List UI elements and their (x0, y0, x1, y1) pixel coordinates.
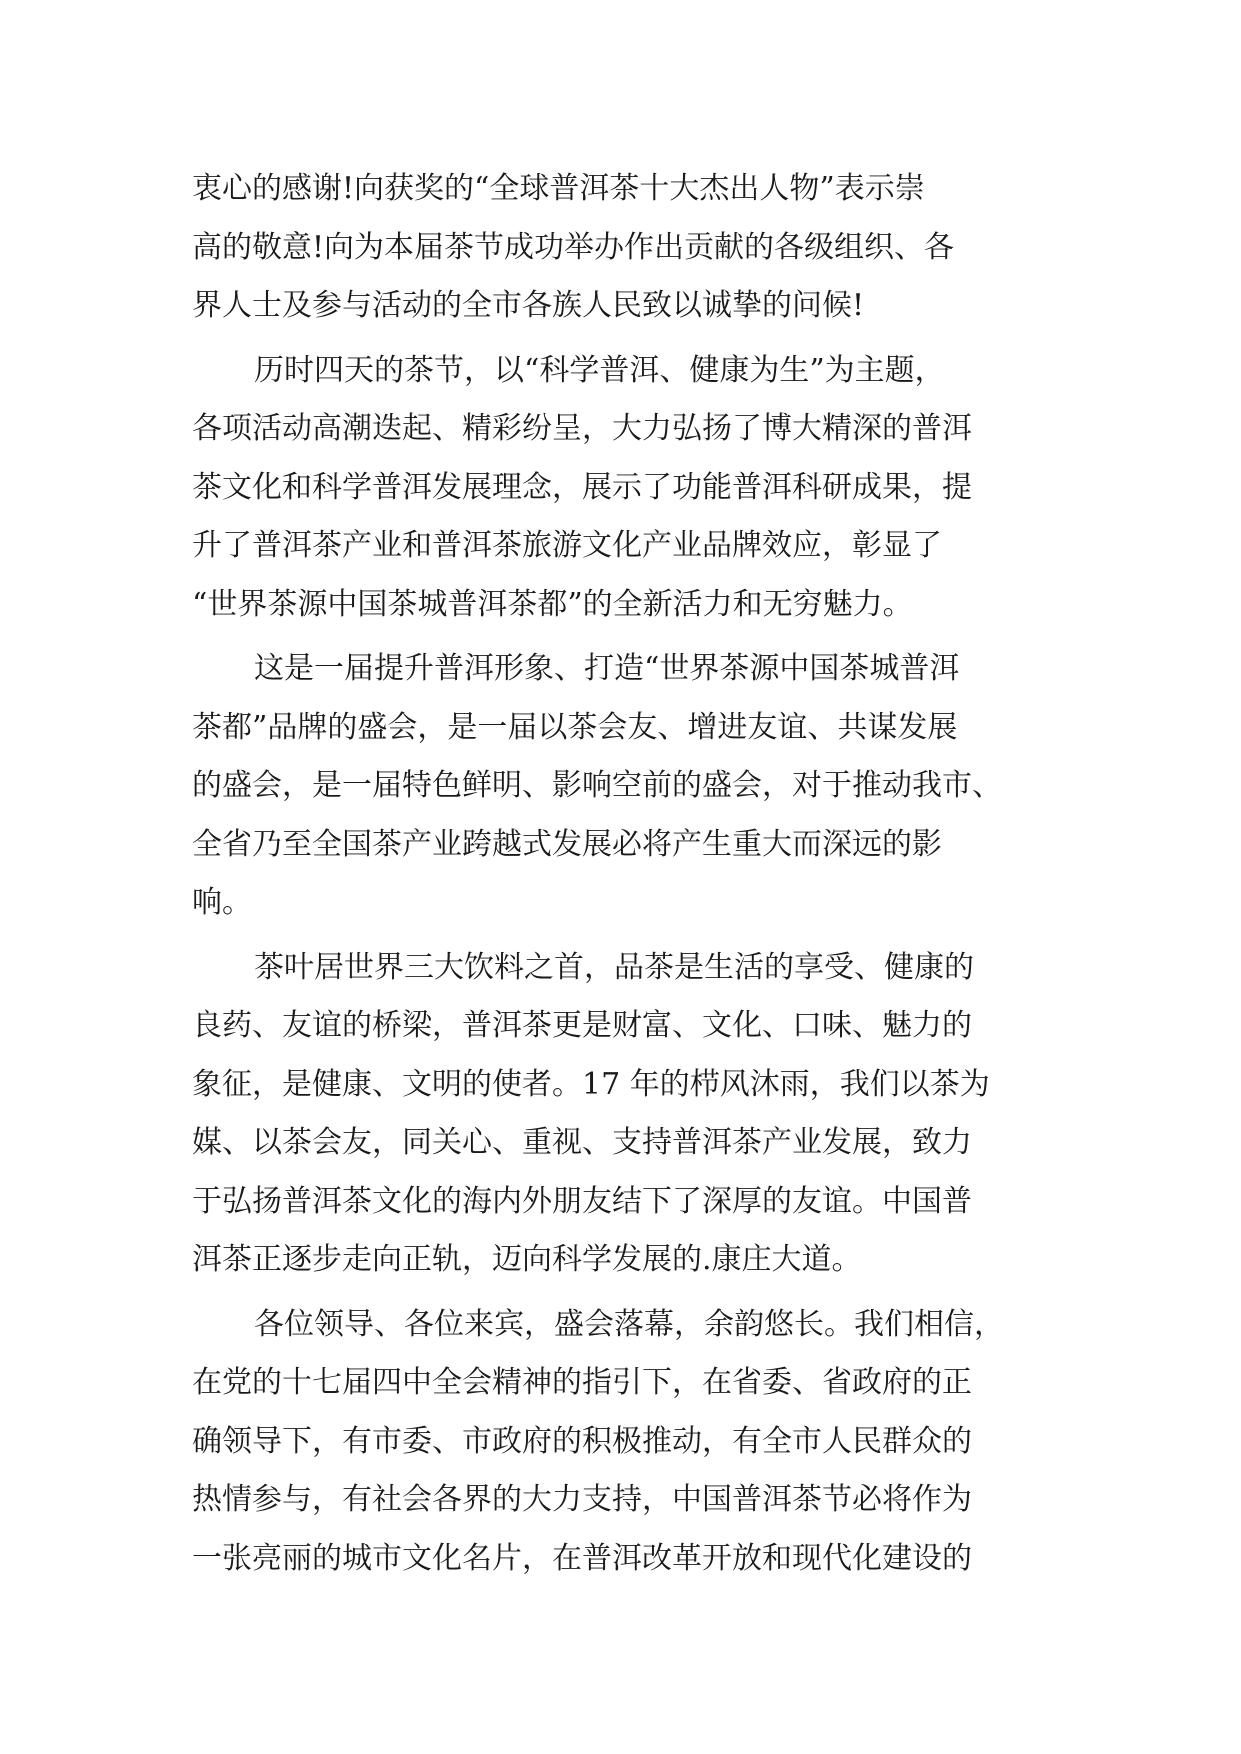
text-line: 茶文化和科学普洱发展理念，展示了功能普洱科研成果，提 (192, 469, 972, 505)
text-line: 响。 (192, 885, 252, 920)
text-line: 各项活动高潮迭起、精彩纷呈，大力弘扬了博大精深的普洱 (192, 411, 972, 446)
paragraph (192, 1296, 1052, 1589)
text-line: 这是一届提升普洱形象、打造“世界茶源中国茶城普洱 (254, 651, 960, 686)
text-line: 于弘扬普洱茶文化的海内外朋友结下了深厚的友谊。中国普 (192, 1183, 972, 1219)
paragraph (192, 939, 1052, 1290)
paragraph (192, 640, 1052, 933)
text-line: 的盛会，是一届特色鲜明、影响空前的盛会，对于推动我市、 (192, 768, 1002, 803)
text-line: 各位领导、各位来宾，盛会落幕，余韵悠长。我们相信， (254, 1306, 1004, 1342)
text-line: 媒、以茶会友，同关心、重视、支持普洱茶产业发展，致力 (192, 1125, 972, 1160)
paragraph (192, 342, 1052, 635)
text-line: 界人士及参与活动的全市各族人民致以诚挚的问候! (192, 288, 865, 323)
text-line: 确领导下，有市委、市政府的积极推动，有全市人民群众的 (192, 1423, 972, 1459)
text-line: 象征，是健康、文明的使者。17 年的栉风沐雨，我们以茶为 (192, 1066, 990, 1102)
paragraph (192, 160, 1052, 336)
document-body (192, 160, 1052, 1588)
text-line: 洱茶正逐步走向正轨，迈向科学发展的.康庄大道。 (192, 1242, 862, 1277)
text-line: 茶叶居世界三大饮料之首，品茶是生活的享受、健康的 (254, 949, 974, 985)
text-line: 良药、友谊的桥梁，普洱茶更是财富、文化、口味、魅力的 (192, 1008, 972, 1043)
text-line: 一张亮丽的城市文化名片，在普洱改革开放和现代化建设的 (192, 1540, 972, 1576)
text-line: 热情参与，有社会各界的大力支持，中国普洱茶节必将作为 (192, 1482, 972, 1517)
text-line: 衷心的感谢!向获奖的“全球普洱茶十大杰出人物”表示崇 (192, 171, 925, 206)
text-line: 茶都”品牌的盛会，是一届以茶会友、增进友谊、共谋发展 (192, 709, 958, 745)
text-line: 在党的十七届四中全会精神的指引下，在省委、省政府的正 (192, 1365, 972, 1400)
text-line: 历时四天的茶节，以“科学普洱、健康为生”为主题， (254, 352, 945, 388)
text-line: 高的敬意!向为本届茶节成功举办作出贡献的各级组织、各 (192, 229, 955, 265)
text-line: 升了普洱茶产业和普洱茶旅游文化产业品牌效应，彰显了 (192, 528, 942, 563)
text-line: “世界茶源中国茶城普洱茶都”的全新活力和无穷魅力。 (192, 586, 913, 622)
text-line: 全省乃至全国茶产业跨越式发展必将产生重大而深远的影 (192, 826, 942, 862)
